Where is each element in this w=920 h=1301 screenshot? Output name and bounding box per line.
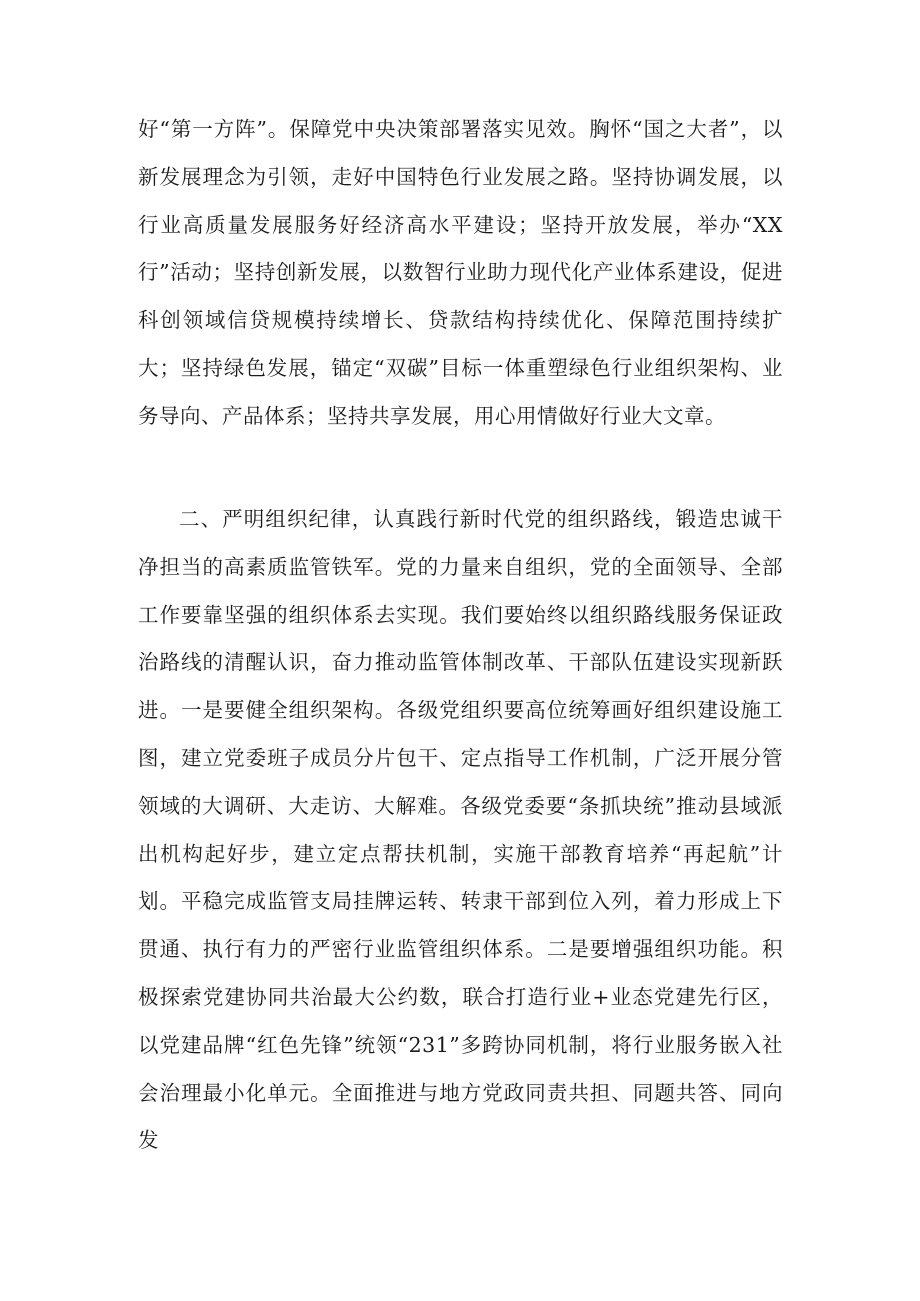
paragraph-continued: 好“第一方阵”。保障党中央决策部署落实见效。胸怀“国之大者”，以新发展理念为引领，走好中国特色行业发展之路。坚持协调发展，以行业高质量发展服务好经济高水平建设；坚持开放发展，举办“XX行”活动；坚持创新发展，以数智行业助力现代化产业体系建设，促进科创领域信贷规模持续增长、贷款结构持续优化、保障范围持续扩大；坚持绿色发展，锚定“双碳”目标一体重塑绿色行业组织架构、业务导向、产品体系；坚持共享发展，用心用情做好行业大文章。 [138, 117, 783, 428]
text-block-continuation [138, 106, 783, 441]
paragraph-section-two: 二、严明组织纪律，认真践行新时代党的组织路线，锻造忠诚干净担当的高素质监管铁军。党的力量来自组织，党的全面领导、全部工作要靠坚强的组织体系去实现。我们要始终以组织路线服务保证政治路线的清醒认识，奋力推动监管体制改革、干部队伍建设实现新跃进。一是要健全组织架构。各级党组织要高位统筹画好组织建设施工图，建立党委班子成员分片包干、定点指导工作机制，广泛开展分管领域的大调研、大走访、大解难。各级党委要“条抓块统”推动县域派出机构起好步，建立定点帮扶机制，实施干部教育培养“再起航”计划。平稳完成监管支局挂牌运转、转隶干部到位入列，着力形成上下贯通、执行有力的严密行业监管组织体系。二是要增强组织功能。积极探索党建协同共治最大公约数，联合打造行业+业态党建先行区，以党建品牌“红色先锋”统领“231”多跨协同机制，将行业服务嵌入社会治理最小化单元。全面推进与地方党政同责共担、同题共答、同向发 [138, 507, 783, 1153]
text-block-section-two [138, 496, 783, 1165]
